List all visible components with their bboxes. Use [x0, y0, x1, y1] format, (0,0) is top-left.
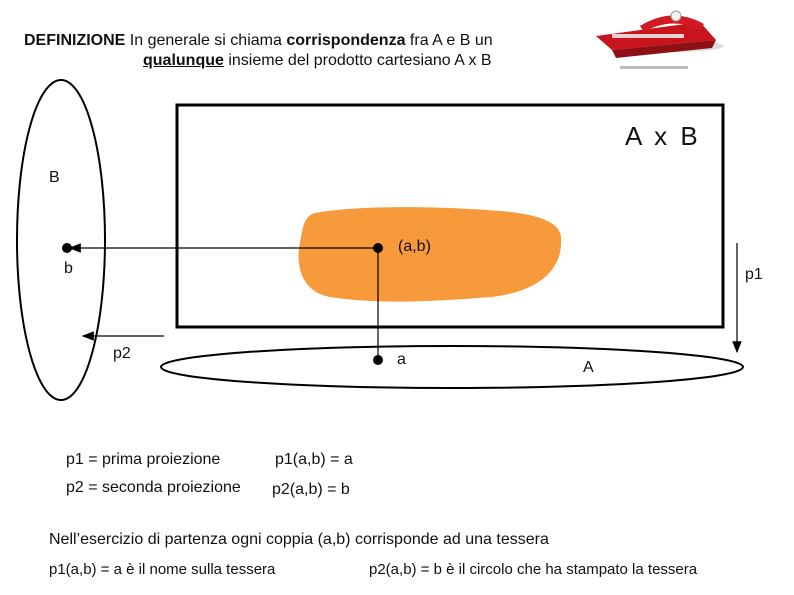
set-a-ellipse — [161, 346, 743, 388]
p2-definition: p2 = seconda proiezione — [66, 479, 241, 496]
definition-line2-tail: insieme del prodotto cartesiano A x B — [223, 52, 492, 69]
footer-line-2-right: p2(a,b) = b è il circolo che ha stampato la tessera — [369, 561, 698, 578]
point-a-label: a — [397, 351, 406, 368]
p2-formula: p2(a,b) = b — [272, 481, 350, 498]
point-b-label: b — [64, 260, 73, 277]
pair-point — [373, 243, 383, 253]
definition-term: corrispondenza — [286, 32, 406, 49]
p2-label: p2 — [113, 345, 131, 362]
definition-emphasis: qualunque — [143, 52, 224, 69]
set-b-ellipse — [17, 80, 105, 400]
p1-formula: p1(a,b) = a — [275, 451, 353, 468]
p1-definition: p1 = prima proiezione — [66, 451, 221, 468]
definition-text: In generale si chiama — [125, 32, 287, 49]
definition-tail: fra A e B un — [405, 32, 493, 49]
product-label: A x B — [625, 121, 701, 151]
footer-line-1: Nell’esercizio di partenza ogni coppia (a,b) corrisponde ad una tessera — [49, 531, 549, 548]
pair-label: (a,b) — [398, 238, 431, 255]
footer-line-2-left: p1(a,b) = a è il nome sulla tessera — [49, 561, 276, 578]
point-a — [373, 355, 383, 365]
set-b-label: B — [49, 169, 60, 186]
p1-label: p1 — [745, 266, 763, 283]
set-a-label: A — [583, 359, 594, 376]
definition-keyword: DEFINIZIONE — [24, 32, 126, 49]
point-b — [62, 243, 72, 253]
